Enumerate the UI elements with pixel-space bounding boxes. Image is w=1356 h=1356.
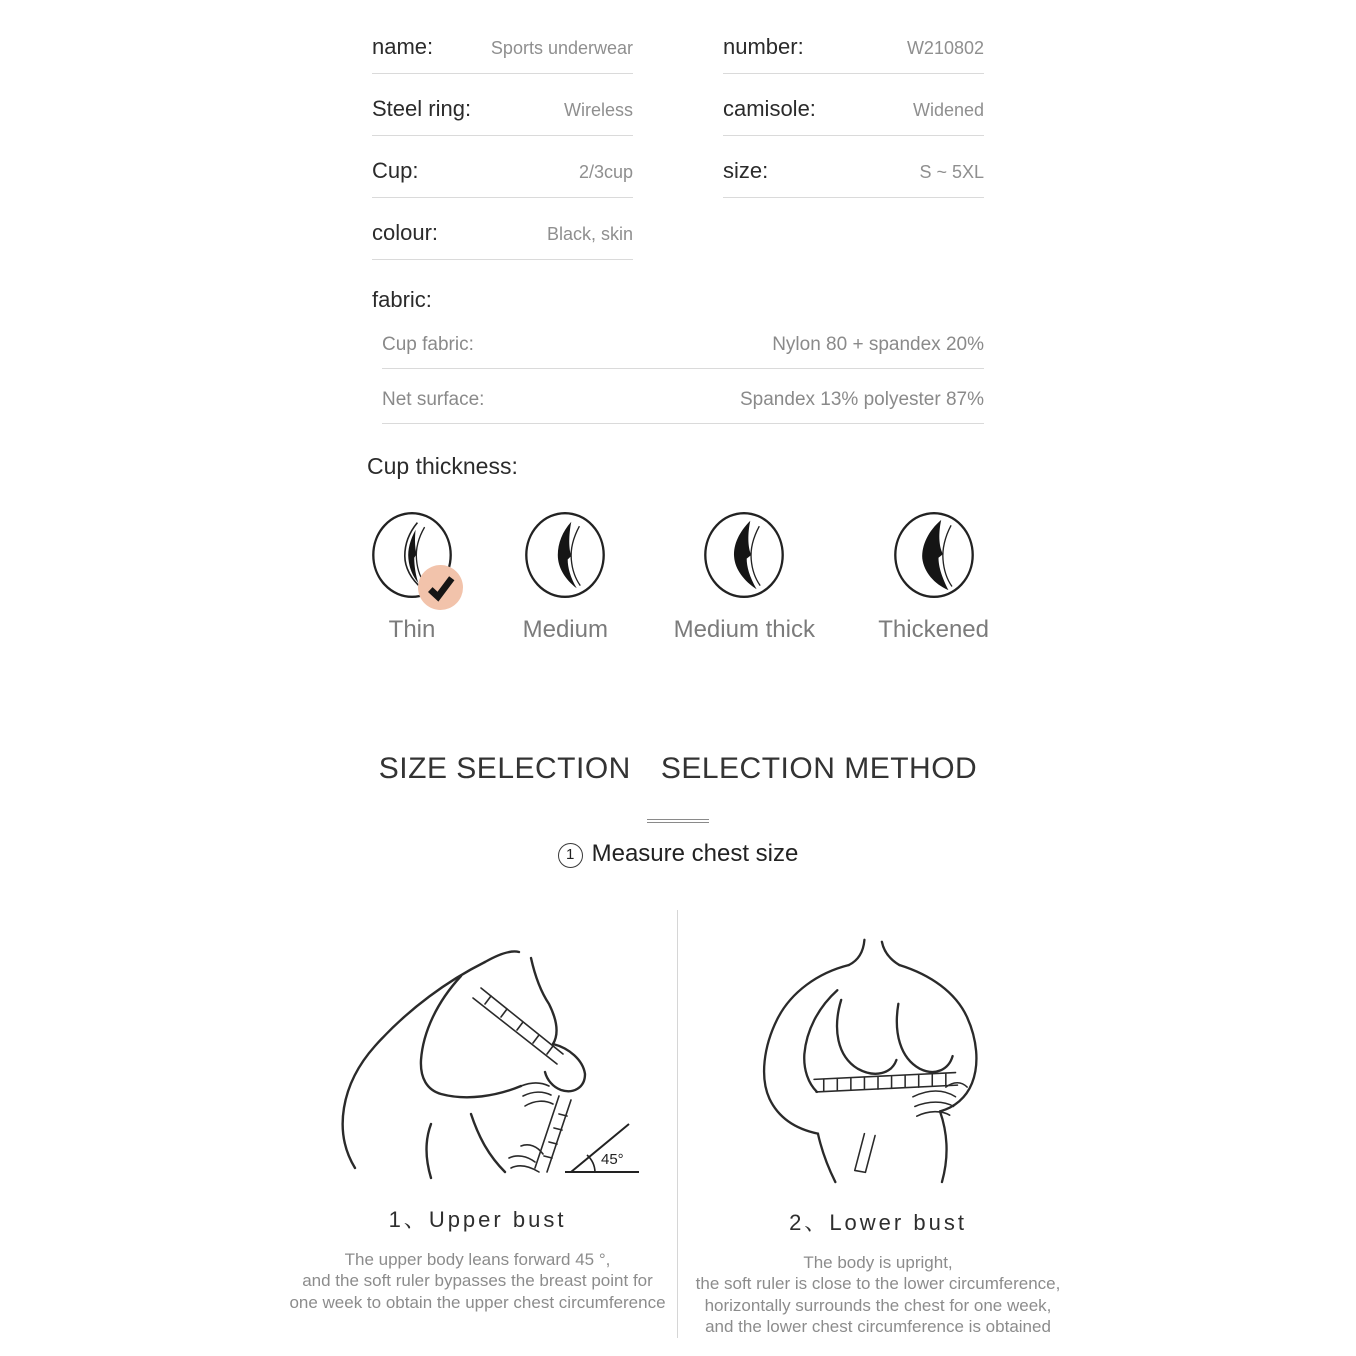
spec-value: W210802 xyxy=(906,38,984,58)
upper-bust-heading xyxy=(389,1207,567,1233)
lower-bust-line: and the lower chest circumference is obtained xyxy=(705,1317,1051,1336)
spec-value: 2/3cup xyxy=(578,162,633,182)
spec-grid xyxy=(372,12,984,260)
lower-bust-description xyxy=(696,1252,1061,1338)
fabric-row-label: Net surface: xyxy=(382,389,485,410)
cup-thickened-icon xyxy=(889,508,979,602)
lower-bust-line: horizontally surrounds the chest for one week, xyxy=(704,1295,1052,1315)
cup-option-label: Medium xyxy=(522,616,608,643)
upper-bust-line: one week to obtain the upper chest circumference xyxy=(289,1292,666,1312)
spec-value: Sports underwear xyxy=(490,38,633,58)
upper-bust-line: and the soft ruler bypasses the breast point for xyxy=(302,1271,653,1290)
lower-bust-title: Lower bust xyxy=(829,1209,967,1235)
cup-medium-thick-icon xyxy=(699,508,789,602)
lower-bust-line: The body is upright, xyxy=(803,1252,953,1272)
selected-check-icon xyxy=(418,565,463,610)
spec-row-colour xyxy=(372,198,633,260)
heading-divider xyxy=(647,819,709,823)
spec-label: name: xyxy=(372,34,434,59)
cup-thin-icon xyxy=(367,508,457,602)
spec-label: size: xyxy=(723,158,769,183)
size-selection-section xyxy=(0,751,1356,1338)
size-selection-title-part1: SIZE SELECTION xyxy=(378,752,631,785)
upper-bust-title: Upper bust xyxy=(428,1206,567,1232)
size-selection-title-part2: SELECTION METHOD xyxy=(660,752,978,785)
lower-bust-heading xyxy=(789,1210,967,1236)
spec-value: Wireless xyxy=(563,100,633,120)
fabric-rows xyxy=(382,314,984,424)
cup-thickness-heading: Cup thickness: xyxy=(367,453,518,479)
fabric-row-cup-fabric xyxy=(382,314,984,369)
upper-bust-column xyxy=(278,910,678,1338)
spec-label: Cup: xyxy=(372,158,419,183)
cup-option-medium xyxy=(520,508,610,644)
lower-bust-index: 2、 xyxy=(789,1209,830,1235)
cup-option-thin xyxy=(367,508,457,644)
size-selection-title xyxy=(0,751,1356,787)
measure-instructions xyxy=(278,910,1078,1338)
cup-thickness-section xyxy=(367,452,989,644)
product-specs-section xyxy=(372,0,984,424)
upper-bust-line: The upper body leans forward 45 °, xyxy=(344,1249,611,1269)
spec-row-cup xyxy=(372,136,633,198)
fabric-row-value: Nylon 80 + spandex 20% xyxy=(772,334,984,355)
fabric-heading: fabric: xyxy=(372,287,432,312)
fabric-row-net-surface xyxy=(382,369,984,424)
measure-step-heading xyxy=(0,839,1356,870)
cup-thickness-options xyxy=(367,508,989,644)
circled-one-icon: 1 xyxy=(558,843,583,868)
cup-option-label: Thin xyxy=(388,616,436,643)
spec-row-number xyxy=(723,12,984,74)
upper-bust-description xyxy=(289,1249,665,1314)
measure-step-title: Measure chest size xyxy=(591,840,799,867)
angle-45-label: 45° xyxy=(600,1150,624,1168)
spec-column-right xyxy=(723,12,984,260)
spec-row-name xyxy=(372,12,633,74)
upper-bust-index: 1、 xyxy=(388,1206,429,1232)
fabric-row-label: Cup fabric: xyxy=(382,334,474,355)
spec-column-left xyxy=(372,12,633,260)
cup-option-label: Medium thick xyxy=(673,616,815,643)
spec-value: S ~ 5XL xyxy=(919,162,984,182)
spec-row-camisole xyxy=(723,74,984,136)
spec-row-size xyxy=(723,136,984,198)
cup-medium-icon xyxy=(520,508,610,602)
spec-value: Black, skin xyxy=(546,224,633,244)
spec-row-steel-ring xyxy=(372,74,633,136)
upper-bust-illustration xyxy=(313,936,643,1181)
cup-option-medium-thick xyxy=(674,508,815,644)
cup-option-thickened xyxy=(878,508,989,644)
spec-label: Steel ring: xyxy=(372,96,472,121)
spec-value: Widened xyxy=(912,100,984,120)
spec-label: colour: xyxy=(372,220,439,245)
spec-label: camisole: xyxy=(723,96,816,121)
spec-label: number: xyxy=(723,34,804,59)
fabric-row-value: Spandex 13% polyester 87% xyxy=(740,389,984,410)
lower-bust-line: the soft ruler is close to the lower circumference, xyxy=(695,1274,1061,1293)
lower-bust-column xyxy=(678,910,1078,1338)
cup-option-label: Thickened xyxy=(878,616,989,643)
lower-bust-illustration xyxy=(718,934,1038,1184)
